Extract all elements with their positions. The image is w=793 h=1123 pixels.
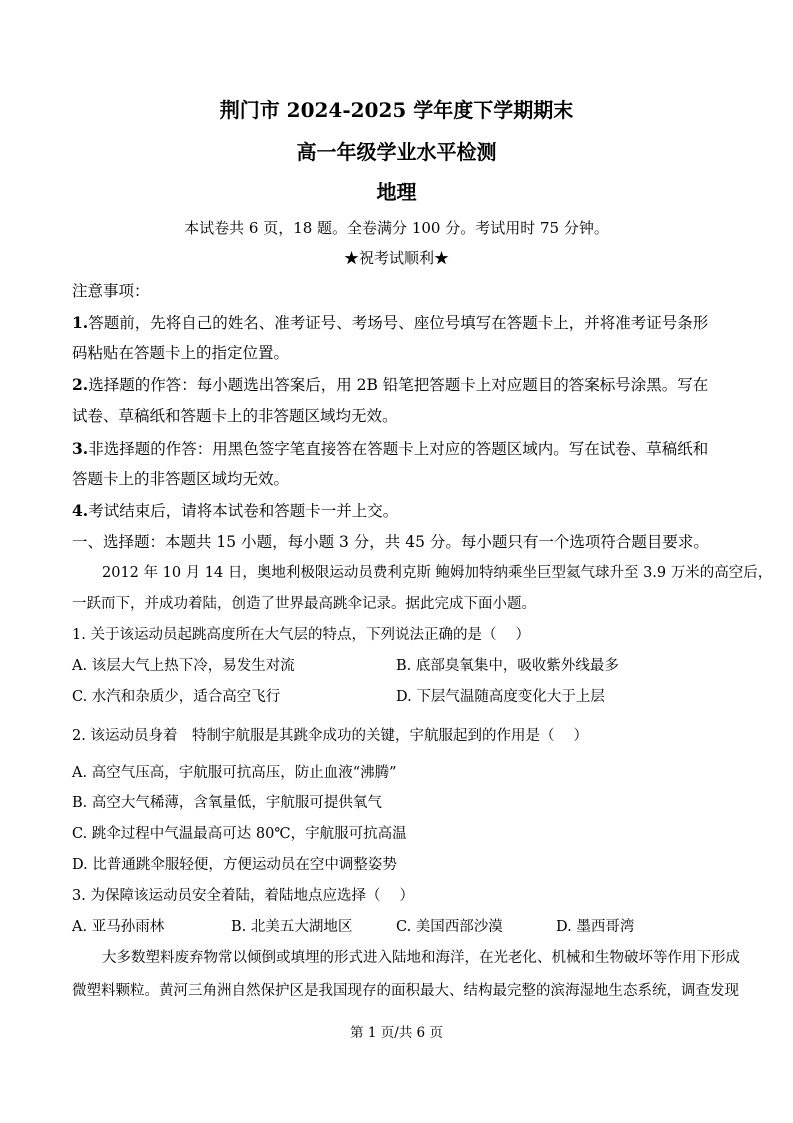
note-1-number: 1. — [72, 313, 89, 332]
note-3-text: 非选择题的作答：用黑色签字笔直接答在答题卡上对应的答题区域内。写在试卷、草稿纸和 — [88, 440, 709, 458]
note-3-line2: 答题卡上的非答题区域均无效。 — [72, 470, 290, 488]
note-3-line1 — [72, 441, 708, 458]
question-1-stem: 1. 关于该运动员起跳高度所在大气层的特点，下列说法正确的是（ ） — [72, 627, 531, 643]
question-2-option-b: B. 高空大气稀薄，含氧量低，宇航服可提供氧气 — [72, 795, 382, 811]
note-2-number: 2. — [72, 375, 89, 394]
section-1-heading: 一、选择题：本题共 15 小题，每小题 3 分，共 45 分。每小题只有一个选项符合题目要求。 — [72, 533, 709, 551]
exam-title-line2: 高一年级学业水平检测 — [296, 140, 497, 164]
exam-info: 本试卷共 6 页，18 题。全卷满分 100 分。考试用时 75 分钟。 — [184, 219, 609, 237]
question-1-option-b: B. 底部臭氧集中，吸收紫外线最多 — [396, 658, 619, 674]
subject-title: 地理 — [376, 180, 417, 204]
page-footer: 第 1 页/共 6 页 — [350, 1025, 443, 1041]
question-1-option-a: A. 该层大气上热下冷，易发生对流 — [72, 658, 295, 674]
note-2-line2: 试卷、草稿纸和答题卡上的非答题区域均无效。 — [72, 407, 398, 425]
passage-2-line2: 微塑料颗粒。黄河三角洲自然保护区是我国现存的面积最大、结构最完整的滨海湿地生态系统，调查发现 — [72, 983, 739, 999]
question-2-stem: 2. 该运动员身着 特制宇航服是其跳伞成功的关键，宇航服起到的作用是（ ） — [72, 728, 589, 744]
question-3-option-b: B. 北美五大湖地区 — [231, 919, 353, 935]
note-4-number: 4. — [72, 501, 89, 520]
note-2-line1 — [72, 377, 708, 394]
question-3-option-c: C. 美国西部沙漠 — [396, 919, 503, 935]
question-3-option-d: D. 墨西哥湾 — [556, 919, 635, 935]
notes-heading: 注意事项： — [72, 282, 150, 300]
note-1-text: 答题前，先将自己的姓名、准考证号、考场号、座位号填写在答题卡上，并将准考证号条形 — [88, 314, 709, 332]
note-2-text: 选择题的作答：每小题选出答案后，用 2B 铅笔把答题卡上对应题目的答案标号涂黑。写在 — [88, 376, 709, 394]
exam-wish: ★祝考试顺利★ — [343, 249, 449, 267]
question-3-stem: 3. 为保障该运动员安全着陆，着陆地点应选择（ ） — [72, 888, 415, 904]
question-1-option-c: C. 水汽和杂质少，适合高空飞行 — [72, 689, 281, 705]
passage-1-line1: 2012 年 10 月 14 日，奥地利极限运动员费利克斯 鲍姆加特纳乘坐巨型氦气球升至 3.9 万米的高空后， — [102, 565, 773, 581]
note-4-line1 — [72, 503, 398, 520]
question-1-option-d: D. 下层气温随高度变化大于上层 — [396, 689, 605, 705]
question-3-option-a: A. 亚马孙雨林 — [72, 919, 165, 935]
note-4-text: 考试结束后，请将本试卷和答题卡一并上交。 — [88, 502, 399, 520]
note-3-number: 3. — [72, 439, 89, 458]
question-2-option-d: D. 比普通跳伞服轻便，方便运动员在空中调整姿势 — [72, 857, 397, 873]
note-1-line2: 码粘贴在答题卡上的指定位置。 — [72, 344, 290, 362]
question-2-option-a: A. 高空气压高，宇航服可抗高压，防止血液“沸腾” — [72, 765, 397, 781]
question-2-option-c: C. 跳伞过程中气温最高可达 80℃，宇航服可抗高温 — [72, 826, 407, 842]
passage-1-line2: 一跃而下，并成功着陆，创造了世界最高跳伞记录。据此完成下面小题。 — [72, 596, 536, 612]
passage-2-line1: 大多数塑料废弃物常以倾倒或填埋的形式进入陆地和海洋，在光老化、机械和生物破坏等作用下形成 — [102, 950, 740, 966]
note-1-line1 — [72, 315, 708, 332]
exam-title-line1: 荆门市 2024-2025 学年度下学期期末 — [219, 98, 574, 122]
